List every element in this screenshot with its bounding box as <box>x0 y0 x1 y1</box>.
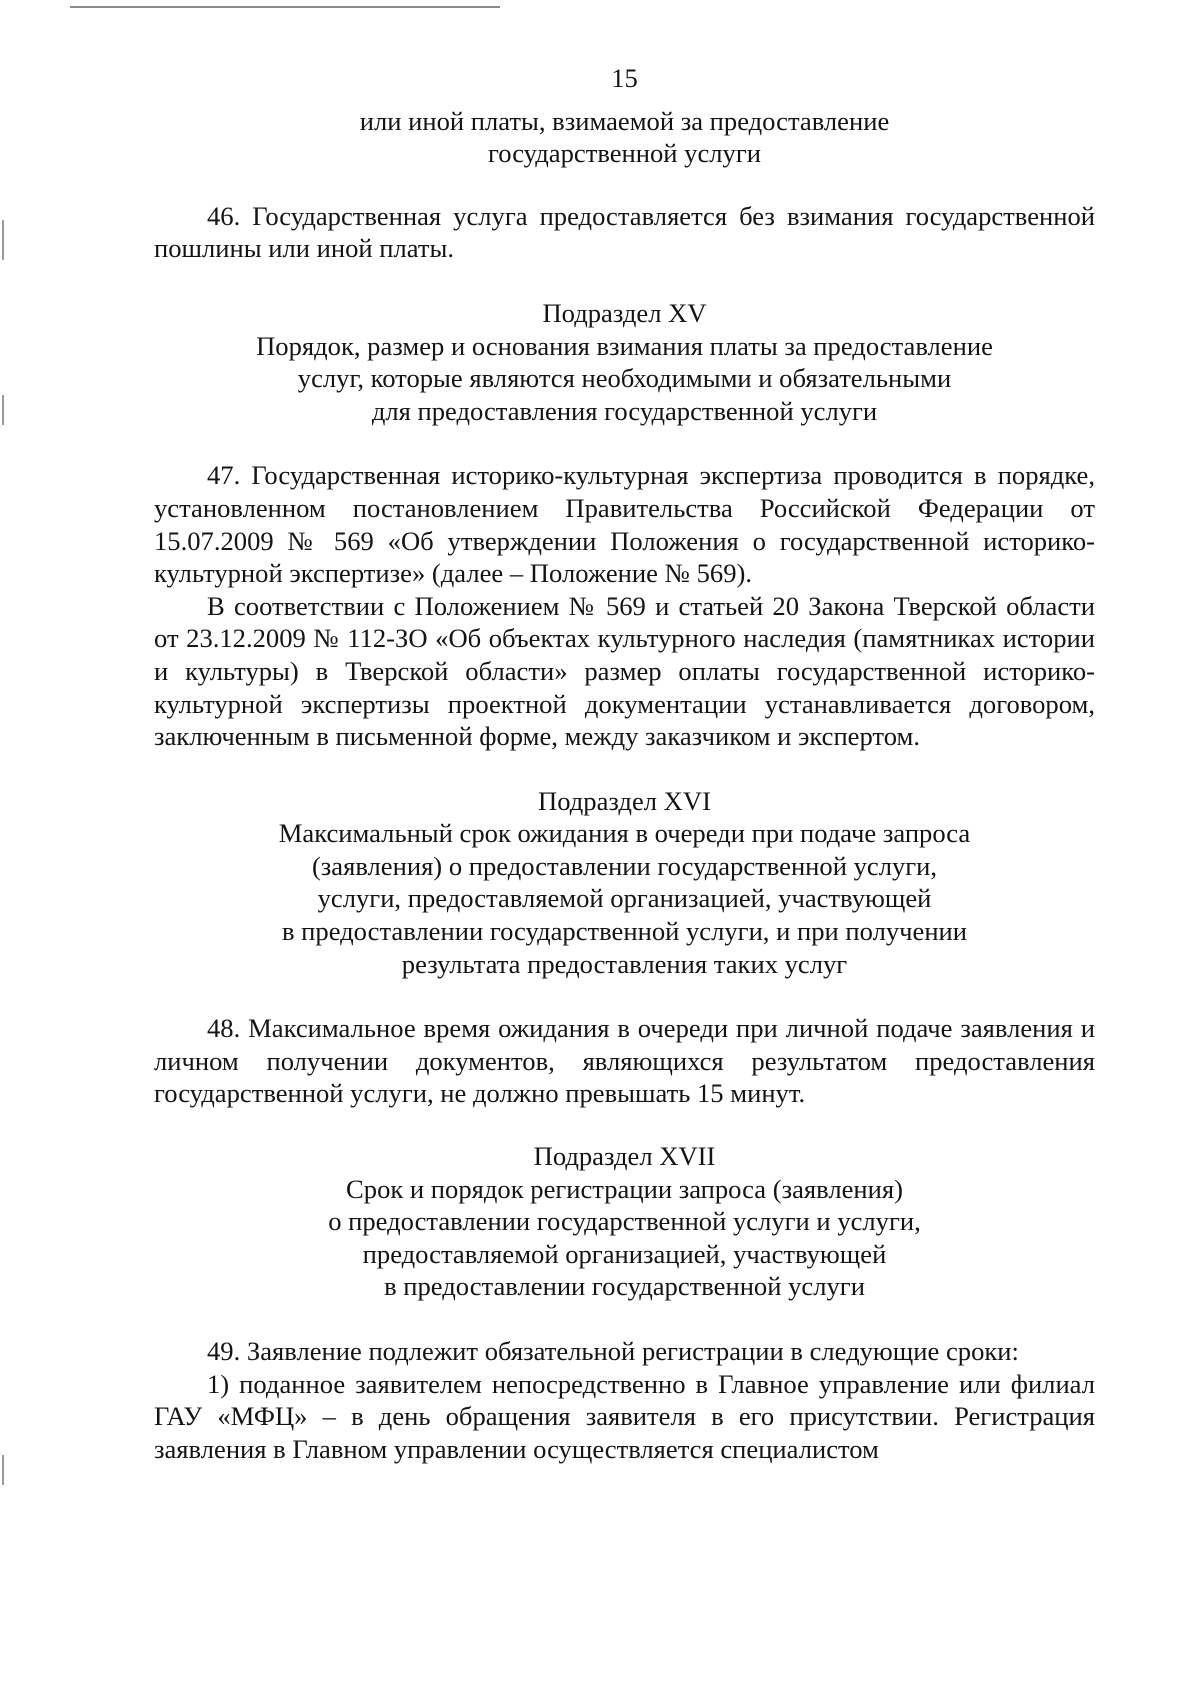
paragraph-49-item-1: 1) поданное заявителем непосредственно в Главное управление или филиал ГАУ «МФЦ» – в день обращения заявителя в его присутствии. Регистрация заявления в Главном управлении осуществляется специалистом <box>154 1368 1095 1464</box>
scan-top-edge-line <box>70 6 500 8</box>
subsection-heading-line: о предоставлении государственной услуги и услуги, <box>328 1206 921 1237</box>
subsection-heading-line: услуг, которые являются необходимыми и обязательными <box>297 363 952 394</box>
paragraph-49: 49. Заявление подлежит обязательной регистрации в следующие сроки: <box>207 1336 1019 1366</box>
subsection-heading-line: в предоставлении государственной услуги <box>384 1271 865 1302</box>
subsection-title: Подраздел XV <box>542 297 707 328</box>
subsection-heading-line: услуги, предоставляемой организацией, участвующей <box>317 883 932 914</box>
subsection-heading-line: (заявления) о предоставлении государственной услуги, <box>311 850 938 881</box>
paragraph-47-continuation: В соответствии с Положением № 569 и статьей 20 Закона Тверской области от 23.12.2009 № 112-ЗО «Об объектах культурного наследия (памятниках истории и культуры) в Тверской области» размер оплаты государственной историко-культурной экспертизы проектной документации устанавливается договором, заключенным в письменной форме, между заказчиком и экспертом. <box>154 590 1095 752</box>
scan-left-edge-mark <box>2 1455 4 1485</box>
scan-left-edge-mark <box>2 220 4 260</box>
page-number: 15 <box>611 63 638 93</box>
subsection-heading-line: Порядок, размер и основания взимания платы за предоставление <box>256 330 993 361</box>
subsection-heading-line: предоставляемой организацией, участвующей <box>362 1238 887 1269</box>
section-heading-line: или иной платы, взимаемой за предоставление <box>359 105 890 136</box>
document-body <box>154 62 1095 1465</box>
subsection-heading-line: для предоставления государственной услуги <box>371 395 878 426</box>
subsection-heading-line: результата предоставления таких услуг <box>401 948 848 979</box>
paragraph-46: 46. Государственная услуга предоставляется без взимания государственной пошлины или иной платы. <box>154 200 1095 264</box>
subsection-heading-line: Срок и порядок регистрации запроса (заявления) <box>346 1173 903 1204</box>
paragraph-47: 47. Государственная историко-культурная экспертиза проводится в порядке, установленном постановлением Правительства Российской Федерации от 15.07.2009 № 569 «Об утверждении Положения о государственной историко-культурной экспертизе» (далее – Положение № 569). <box>154 460 1095 589</box>
subsection-title: Подраздел XVII <box>533 1141 716 1172</box>
scan-left-edge-mark <box>2 395 4 425</box>
subsection-title: Подраздел XVI <box>538 785 711 816</box>
paragraph-48: 48. Максимальное время ожидания в очереди при личной подаче заявления и личном получении документов, являющихся результатом предоставления государственной услуги, не должно превышать 15 минут. <box>154 1013 1095 1109</box>
subsection-heading-line: в предоставлении государственной услуги, и при получении <box>281 916 968 947</box>
section-heading-line: государственной услуги <box>488 138 761 169</box>
subsection-heading-line: Максимальный срок ожидания в очереди при подаче запроса <box>278 818 971 849</box>
